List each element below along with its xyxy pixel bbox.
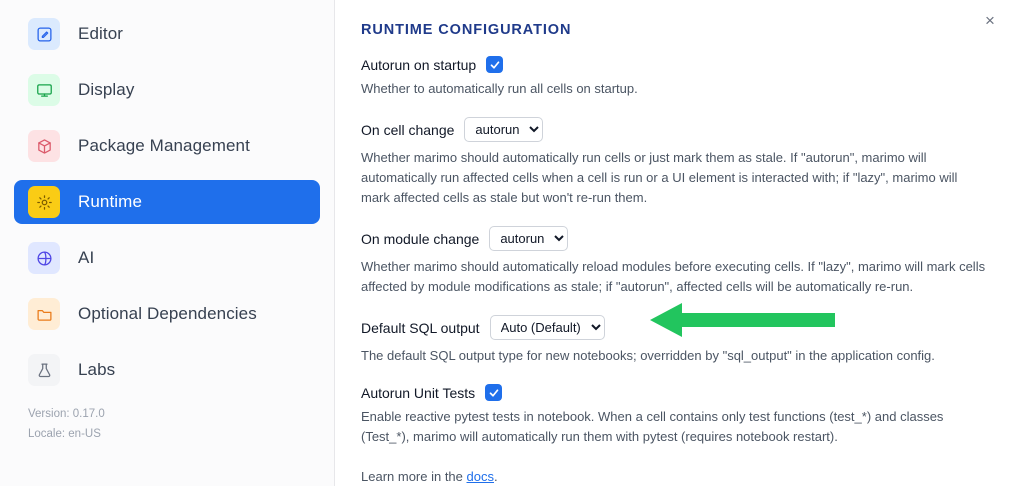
- field-label: On module change: [361, 230, 480, 247]
- sidebar-footer: [28, 404, 105, 444]
- field-label: Autorun Unit Tests: [361, 384, 476, 401]
- field-on-cell-change: [361, 117, 988, 142]
- monitor-icon: [28, 74, 60, 106]
- sidebar-item-label: Package Management: [78, 136, 250, 155]
- field-on-module-change: [361, 226, 988, 251]
- help-text: The default SQL output type for new notebooks; overridden by "sql_output" in the application config.: [361, 348, 935, 363]
- sparkle-globe-icon: [28, 242, 60, 274]
- sidebar-item-optional-dependencies[interactable]: [14, 292, 320, 336]
- learn-more-suffix: .: [493, 469, 498, 484]
- box-icon: [28, 130, 60, 162]
- docs-link[interactable]: docs: [466, 469, 494, 484]
- settings-sidebar: [0, 0, 335, 486]
- sidebar-item-display[interactable]: [14, 68, 320, 112]
- field-autorun-unit-tests: [361, 384, 988, 401]
- close-icon[interactable]: ×: [985, 10, 995, 30]
- version-text: Version: 0.17.0: [28, 408, 105, 420]
- on-module-change-select[interactable]: [489, 226, 568, 251]
- page-title: RUNTIME CONFIGURATION: [361, 22, 572, 38]
- sidebar-item-label: Display: [78, 80, 135, 99]
- sidebar-item-label: Runtime: [78, 192, 143, 211]
- help-text: Enable reactive pytest tests in notebook. When a cell contains only test functions (test_*) and classes (Test_*), marimo will automatically run them with pytest (requires notebook restart).: [361, 409, 944, 444]
- runtime-configuration-panel: [335, 0, 1014, 486]
- on-cell-change-select[interactable]: [464, 117, 543, 142]
- field-label: Default SQL output: [361, 319, 480, 336]
- sidebar-item-ai[interactable]: [14, 236, 320, 280]
- folder-icon: [28, 298, 60, 330]
- sidebar-item-labs[interactable]: [14, 348, 320, 392]
- help-text: Whether to automatically run all cells on startup.: [361, 81, 638, 96]
- learn-more-prefix: Learn more in the: [361, 469, 467, 484]
- learn-more-text: [361, 469, 988, 484]
- autorun-unit-tests-checkbox[interactable]: [485, 384, 502, 401]
- sidebar-item-runtime[interactable]: [14, 180, 320, 224]
- flask-icon: [28, 354, 60, 386]
- field-autorun-on-startup: [361, 56, 988, 73]
- sidebar-item-label: Labs: [78, 360, 116, 379]
- pencil-square-icon: [28, 18, 60, 50]
- field-label: On cell change: [361, 121, 455, 138]
- locale-text: Locale: en-US: [28, 428, 101, 440]
- default-sql-output-select[interactable]: [490, 315, 605, 340]
- sidebar-item-label: Editor: [78, 24, 124, 43]
- help-text: Whether marimo should automatically run cells or just mark them as stale. If "autorun", marimo will automatically run affected cells when a cell is run or a UI element is interacted with; if "lazy", marimo will mark affected cells as stale but won't re-run them.: [361, 150, 958, 205]
- help-text: Whether marimo should automatically reload modules before executing cells. If "lazy", marimo will mark cells affected by module modifications as stale; if "autorun", affected cells will be automatically re-run.: [361, 259, 986, 294]
- field-label: Autorun on startup: [361, 56, 477, 73]
- field-default-sql-output: [361, 315, 988, 340]
- sidebar-item-editor[interactable]: [14, 12, 320, 56]
- sidebar-item-package-management[interactable]: [14, 124, 320, 168]
- sidebar-item-label: AI: [78, 248, 95, 267]
- gear-icon: [28, 186, 60, 218]
- autorun-on-startup-checkbox[interactable]: [486, 56, 503, 73]
- sidebar-item-label: Optional Dependencies: [78, 304, 257, 323]
